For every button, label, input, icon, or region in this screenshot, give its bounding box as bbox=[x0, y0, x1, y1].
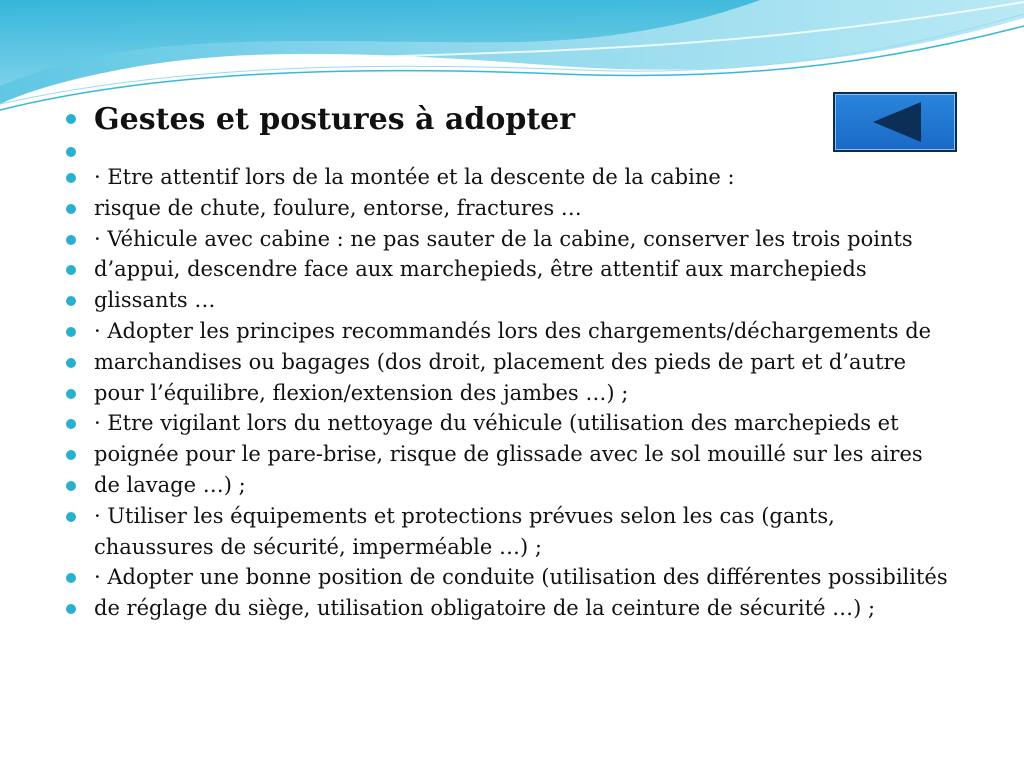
bullet-icon bbox=[66, 419, 76, 429]
list-item bbox=[66, 316, 996, 347]
list-item bbox=[66, 162, 996, 193]
list-item-text: poignée pour le pare-brise, risque de glissade avec le sol mouillé sur les aires bbox=[94, 442, 923, 467]
bullet-list bbox=[66, 98, 996, 624]
list-item-text: · Etre vigilant lors du nettoyage du véhicule (utilisation des marchepieds et bbox=[94, 411, 899, 436]
list-item bbox=[66, 142, 996, 162]
list-item bbox=[66, 285, 996, 316]
bullet-icon bbox=[66, 481, 76, 491]
bullet-icon bbox=[66, 327, 76, 337]
list-item-text: glissants … bbox=[94, 288, 216, 313]
list-item-text: marchandises ou bagages (dos droit, placement des pieds de part et d’autre bbox=[94, 349, 906, 374]
list-item-text: d’appui, descendre face aux marchepieds, être attentif aux marchepieds bbox=[94, 257, 867, 282]
list-item-text: · Etre attentif lors de la montée et la descente de la cabine : bbox=[94, 165, 735, 189]
list-item-text: pour l’équilibre, flexion/extension des jambes …) ; bbox=[94, 380, 629, 405]
list-item-text: chaussures de sécurité, imperméable …) ; bbox=[94, 534, 542, 559]
bullet-icon bbox=[66, 512, 76, 522]
bullet-icon bbox=[66, 389, 76, 399]
heading-text: Gestes et postures à adopter bbox=[94, 102, 576, 137]
list-item-text: · Utiliser les équipements et protections prévues selon les cas (gants, bbox=[94, 503, 835, 528]
list-item bbox=[66, 193, 996, 224]
list-item-text: de lavage …) ; bbox=[94, 472, 246, 497]
bullet-icon bbox=[66, 173, 76, 183]
bullet-icon bbox=[66, 204, 76, 214]
list-item-text: de réglage du siège, utilisation obligatoire de la ceinture de sécurité …) ; bbox=[94, 596, 876, 621]
bullet-icon bbox=[66, 235, 76, 245]
bullet-icon bbox=[66, 358, 76, 368]
list-item bbox=[66, 439, 996, 470]
list-item bbox=[66, 224, 996, 255]
list-item bbox=[66, 501, 996, 532]
bullet-icon bbox=[66, 265, 76, 275]
bullet-icon bbox=[66, 604, 76, 614]
list-item bbox=[66, 470, 996, 501]
bullet-icon bbox=[66, 114, 76, 124]
list-item-text: · Adopter les principes recommandés lors des chargements/déchargements de bbox=[94, 318, 932, 343]
list-item bbox=[66, 593, 996, 624]
list-item bbox=[66, 562, 996, 593]
list-item bbox=[66, 347, 996, 378]
list-item-text: risque de chute, foulure, entorse, fractures … bbox=[94, 195, 582, 220]
slide-heading bbox=[66, 98, 996, 142]
list-item bbox=[66, 254, 996, 285]
bullet-icon bbox=[66, 147, 76, 157]
list-item-text: · Véhicule avec cabine : ne pas sauter de la cabine, conserver les trois points bbox=[94, 226, 913, 251]
list-item bbox=[66, 378, 996, 409]
bullet-icon bbox=[66, 573, 76, 583]
bullet-icon bbox=[66, 450, 76, 460]
list-item bbox=[66, 532, 996, 563]
bullet-icon bbox=[66, 296, 76, 306]
list-item-text: · Adopter une bonne position de conduite (utilisation des différentes possibilités bbox=[94, 565, 948, 590]
list-item bbox=[66, 408, 996, 439]
